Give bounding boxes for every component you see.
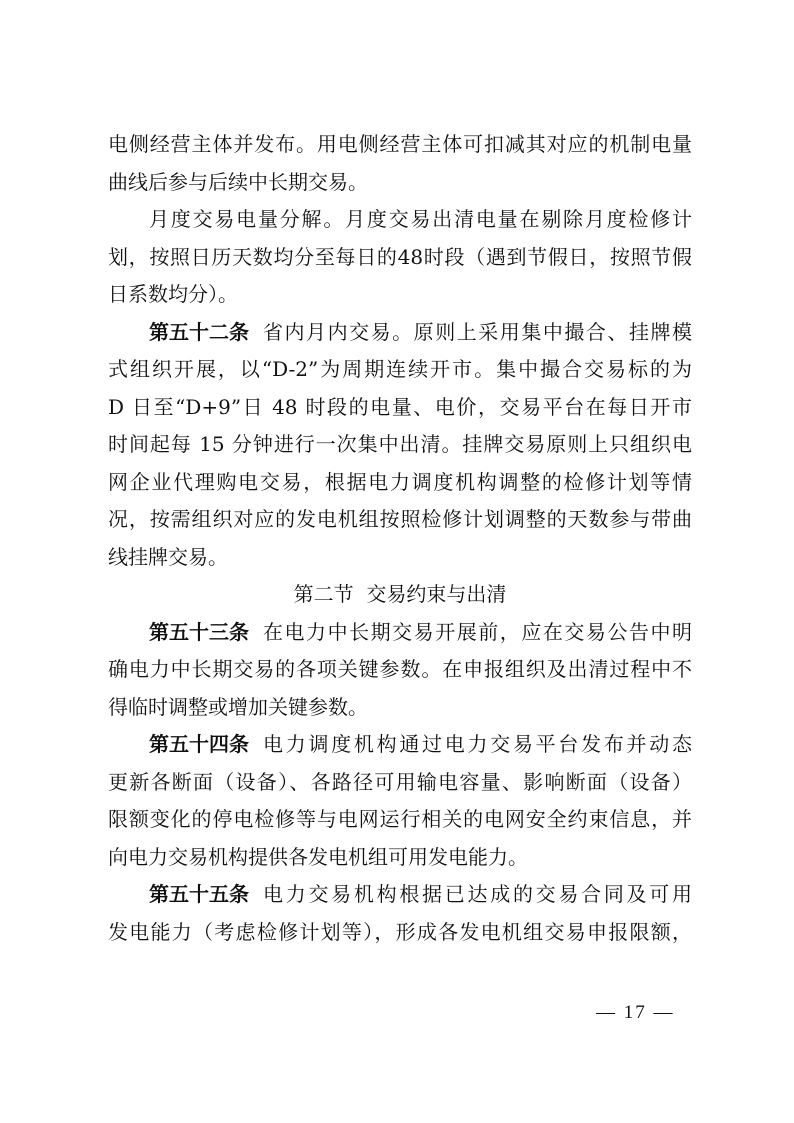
text-line: 电侧经营主体并发布。用电侧经营主体可扣减其对应的机制电量 xyxy=(108,132,692,156)
text-line: 划，按照日历天数均分至每日的48时段（遇到节假日，按照节假 xyxy=(108,244,692,269)
text-line: 网企业代理购电交易，根据电力调度机构调整的检修计划等情 xyxy=(108,469,692,494)
text-line: 向电力交易机构提供各发电机组可用发电能力。 xyxy=(108,844,528,869)
text-line: 发电能力（考虑检修计划等），形成各发电机组交易申报限额， xyxy=(108,919,692,944)
article-52 xyxy=(108,314,692,352)
text-line: D 日至“D+9”日 48 时段的电量、电价，交易平台在每日开市 xyxy=(108,394,692,419)
text-line: 电力调度机构通过电力交易平台发布并动态 xyxy=(263,732,692,756)
text-line: 省内月内交易。原则上采用集中撮合、挂牌模 xyxy=(263,319,692,344)
text-line: 时间起每 15 分钟进行一次集中出清。挂牌交易原则上只组织电 xyxy=(108,432,692,456)
text-line: 在电力中长期交易开展前，应在交易公告中明 xyxy=(263,619,692,644)
article-53 xyxy=(108,614,692,652)
article-heading: 第五十三条 xyxy=(149,619,249,644)
page-number: — 17 — xyxy=(596,1002,675,1023)
text-line: 况，按需组织对应的发电机组按照检修计划调整的天数参与带曲 xyxy=(108,507,692,531)
text-line: 曲线后参与后续中长期交易。 xyxy=(108,169,368,194)
section-heading: 第二节 交易约束与出清 xyxy=(293,582,507,606)
text-line: 电力交易机构根据已达成的交易合同及可用 xyxy=(263,882,692,906)
text-line: 确电力中长期交易的各项关键参数。在申报组织及出清过程中不 xyxy=(108,657,692,681)
article-heading: 第五十二条 xyxy=(149,319,249,344)
article-heading: 第五十五条 xyxy=(149,882,249,906)
article-54 xyxy=(108,726,692,764)
text-line: 得临时调整或增加关键参数。 xyxy=(108,694,368,719)
text-line: 限额变化的停电检修等与电网运行相关的电网安全约束信息，并 xyxy=(108,807,692,831)
text-line: 日系数均分）。 xyxy=(108,282,238,306)
document-body xyxy=(108,126,692,951)
article-55 xyxy=(108,876,692,914)
text-line: 式组织开展，以“D-2”为周期连续开市。集中撮合交易标的为 xyxy=(108,357,692,381)
article-heading: 第五十四条 xyxy=(149,732,249,756)
text-line: 月度交易电量分解。月度交易出清电量在剔除月度检修计 xyxy=(149,207,692,231)
text-line: 线挂牌交易。 xyxy=(108,544,228,569)
text-line: 更新各断面（设备）、各路径可用输电容量、影响断面（设备） xyxy=(108,769,692,794)
